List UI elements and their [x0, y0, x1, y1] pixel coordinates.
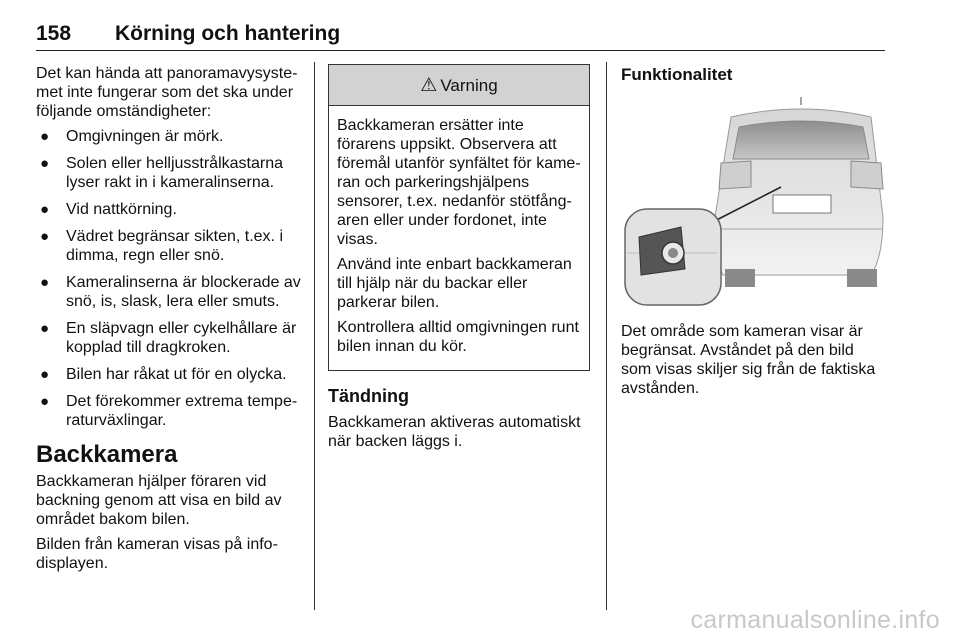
list-item: [36, 200, 304, 219]
list-item-text: En släpvagn eller cykelhållare är kopplad till dragkroken.: [66, 320, 297, 356]
list-item-text: Bilen har råkat ut för en olycka.: [66, 366, 287, 383]
section-title-tandning: Tändning: [328, 386, 409, 406]
warning-title: Varning: [440, 75, 498, 95]
illustration-caption: Det område som kameran visar är begränsat. Avståndet på den bild som visas skiljer sig från de faktiska avstånden.: [621, 323, 876, 397]
list-item: [36, 127, 304, 146]
warning-body: [329, 106, 589, 370]
intro-paragraph: Det kan hända att panoramavysyste-met inte fungerar som det ska under följande omständigheter:: [36, 65, 298, 120]
bullet-icon: ●: [40, 393, 50, 410]
warning-header: [329, 65, 589, 106]
watermark-text: carmanualsonline.info: [690, 606, 940, 634]
list-item: [36, 154, 304, 192]
column-divider: [314, 62, 315, 610]
rear-camera-illustration: [621, 97, 885, 307]
bullet-icon: ●: [40, 155, 50, 172]
conditions-list: [36, 127, 304, 430]
column-right: [621, 64, 883, 404]
list-item-text: Solen eller helljusstrålkastarna lyser rakt in i kameralinserna.: [66, 155, 283, 191]
body-paragraph: Backkameran aktiveras automatiskt när backen läggs i.: [328, 414, 581, 450]
warning-box: [328, 64, 590, 371]
list-item-text: Omgivningen är mörk.: [66, 128, 224, 145]
column-middle: [328, 64, 590, 457]
list-item: [36, 273, 304, 311]
bullet-icon: ●: [40, 366, 50, 383]
list-item: [36, 319, 304, 357]
column-divider: [606, 62, 607, 610]
page-header: [36, 22, 885, 51]
list-item-text: Kameralinserna är blockerade av snö, is, slask, lera eller smuts.: [66, 274, 301, 310]
warning-paragraph: Kontrollera alltid omgivningen runt bilen innan du kör.: [337, 319, 579, 355]
section-title-funktionalitet: Funktionalitet: [621, 65, 733, 84]
list-item: [36, 365, 304, 384]
body-paragraph: Bilden från kameran visas på info-displayen.: [36, 536, 278, 572]
page-number: 158: [36, 22, 72, 45]
warning-paragraph: Backkameran ersätter inte förarens uppsikt. Observera att föremål utanför synfältet för kame-ran och parkeringshjälpens sensorer, t.ex. nedanför stötfång-aren eller under fordonet, inte visas.: [337, 117, 581, 248]
column-left: [36, 64, 304, 579]
list-item-text: Vid nattkörning.: [66, 201, 177, 218]
list-item: [36, 392, 304, 430]
bullet-icon: ●: [40, 201, 50, 218]
chapter-title: Körning och hantering: [115, 22, 341, 45]
list-item-text: Det förekommer extrema tempe-raturväxlingar.: [66, 393, 298, 429]
warning-paragraph: Använd inte enbart backkameran till hjälp när du backar eller parkerar bilen.: [337, 256, 572, 311]
section-title-backkamera: Backkamera: [36, 441, 178, 468]
bullet-icon: ●: [40, 228, 50, 245]
bullet-icon: ●: [40, 274, 50, 291]
list-item-text: Vädret begränsar sikten, t.ex. i dimma, regn eller snö.: [66, 228, 283, 264]
body-paragraph: Backkameran hjälper föraren vid backning genom att visa en bild av området bakom bilen.: [36, 473, 282, 528]
warning-triangle-icon: ⚠: [420, 74, 438, 96]
bullet-icon: ●: [40, 128, 50, 145]
bullet-icon: ●: [40, 320, 50, 337]
list-item: [36, 227, 304, 265]
